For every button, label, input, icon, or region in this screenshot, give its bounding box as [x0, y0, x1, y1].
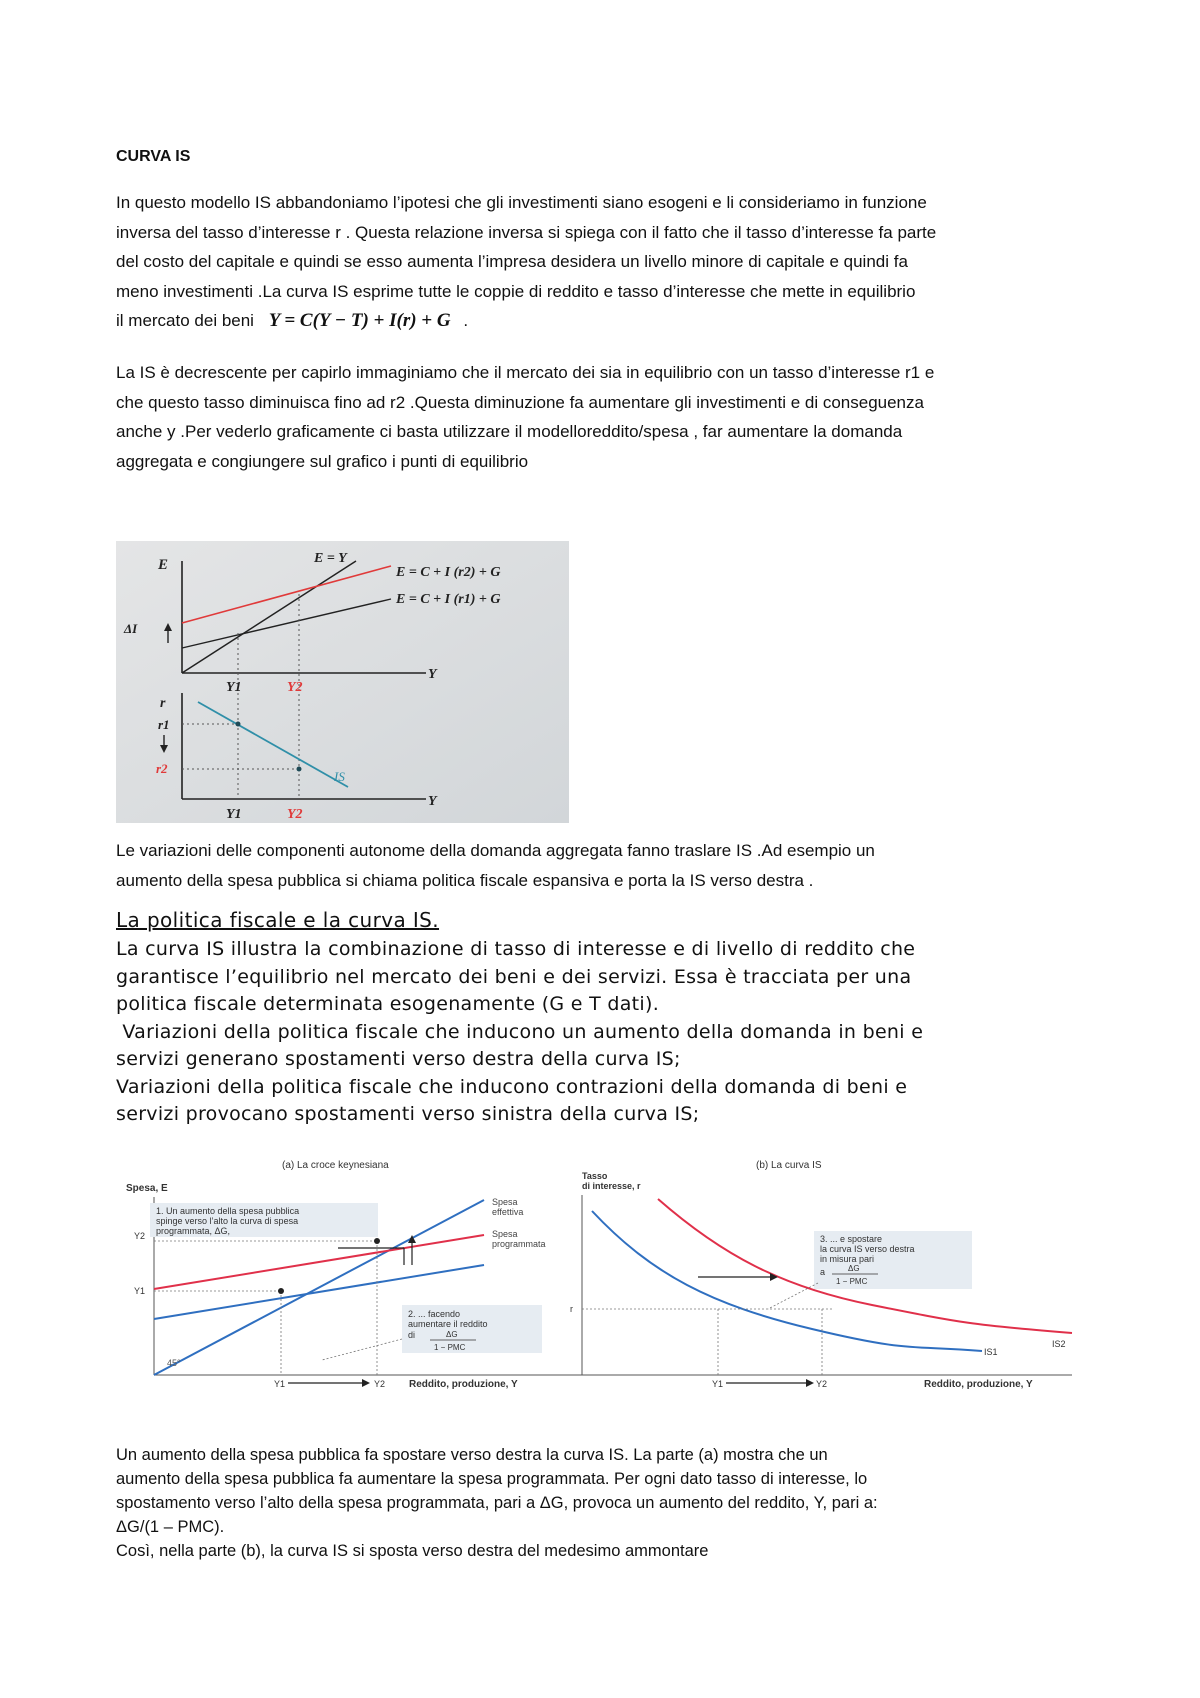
box1-line-3: programmata, ΔG,	[156, 1226, 231, 1236]
planned-line-label-2: programmata	[492, 1239, 546, 1249]
box3-pointer	[768, 1283, 818, 1309]
box2-fraction-num: ΔG	[446, 1330, 458, 1339]
is-curve-label: IS	[334, 769, 345, 784]
fiscal-policy-is-shift-figure	[112, 1155, 1092, 1399]
box2-line-3: di	[408, 1330, 416, 1340]
top-y2-label: Y2	[287, 680, 303, 695]
text-line: inversa del tasso d’interesse r . Questa relazione inversa si spiega con il fatto che il tasso d’interesse fa parte	[116, 222, 937, 242]
box3-line-2: la curva IS verso destra	[820, 1244, 915, 1254]
planned-expenditure-shifted-line	[154, 1235, 484, 1289]
decreasing-is-paragraph	[116, 358, 1106, 476]
actual-line-label-2: effettiva	[492, 1207, 524, 1217]
text-line: aggregata e congiungere sul grafico i punti di equilibrio	[116, 451, 529, 471]
text-line: aumento della spesa pubblica fa aumentare la spesa programmata. Per ogni dato tasso di interesse, lo	[116, 1470, 868, 1488]
section-heading: La politica fiscale e la curva IS.	[116, 908, 440, 932]
text-line	[116, 306, 1106, 336]
box1-line-2: spinge verso l’alto la curva di spesa	[156, 1216, 299, 1226]
r2-label: r2	[156, 761, 168, 776]
y2-x-tick: Y2	[374, 1379, 386, 1389]
box2-pointer	[322, 1339, 402, 1360]
r-tick: r	[570, 1304, 573, 1314]
b-income-arrowhead	[806, 1379, 814, 1387]
bottom-y1-label: Y1	[226, 807, 242, 822]
equilibrium-a-2	[374, 1238, 380, 1244]
bottom-y2-label: Y2	[287, 807, 303, 822]
top-y-axis-label: E	[158, 557, 169, 573]
text-line: Così, nella parte (b), la curva IS si sposta verso destra del medesimo ammontare	[116, 1542, 709, 1560]
equilibrium-a-1	[278, 1288, 284, 1294]
delta-i-label: ΔI	[124, 621, 138, 636]
box3-line-3: in misura pari	[820, 1254, 875, 1264]
intro-paragraph	[116, 188, 1106, 336]
expenditure-r2-label: E = C + I (r2) + G	[396, 565, 501, 580]
text-line: politica fiscale determinata esogenamente (G e T dati).	[116, 993, 660, 1015]
text-line: Un aumento della spesa pubblica fa spostare verso destra la curva IS. La parte (a) mostra che un	[116, 1446, 828, 1464]
fiscal-policy-paragraph	[116, 936, 1116, 1129]
angle-label: 45°	[167, 1358, 181, 1368]
text-line: del costo del capitale e quindi se esso aumenta l’impresa desidera un livello minore di capitale e quindi fa	[116, 252, 908, 271]
box1-line-1: 1. Un aumento della spesa pubblica	[156, 1206, 300, 1216]
text-line: La curva IS illustra la combinazione di tasso di interesse e di livello di reddito che	[116, 938, 916, 960]
panel-b-x-axis-label: Reddito, produzione, Y	[924, 1379, 1033, 1390]
panel-a-x-axis-label: Reddito, produzione, Y	[409, 1379, 518, 1390]
line-45-label: E = Y	[314, 551, 347, 566]
y1-axis-tick: Y1	[134, 1286, 146, 1296]
text-line: che questo tasso diminuisca fino ad r2 .Questa diminuzione fa aumentare gli investimenti e di conseguenza	[116, 392, 924, 412]
equilibrium-point-2	[297, 767, 302, 772]
text-line: In questo modello IS abbandoniamo l’ipotesi che gli investimenti siano esogeni e li consideriamo in funzione	[116, 193, 927, 212]
is-derivation-figure	[116, 541, 569, 823]
conclusion-paragraph	[116, 1443, 1106, 1563]
text-line: servizi generano spostamenti verso destra della curva IS;	[116, 1048, 681, 1070]
text-line: spostamento verso l’alto della spesa programmata, pari a ΔG, provoca un aumento del reddito, Y, pari a:	[116, 1494, 878, 1512]
panel-b-y-axis-label-1: Tasso	[582, 1171, 608, 1181]
document-title: CURVA IS	[116, 148, 191, 165]
planned-line-label-1: Spesa	[492, 1229, 518, 1239]
line-prefix: il mercato dei beni	[116, 311, 254, 330]
text-line: Le variazioni delle componenti autonome della domanda aggregata fanno traslare IS .Ad esempio un	[116, 841, 875, 860]
income-increase-arrowhead	[362, 1379, 370, 1387]
b-y1-tick: Y1	[712, 1379, 724, 1389]
line-suffix: .	[463, 311, 469, 330]
box3-fraction-den: 1 − PMC	[836, 1277, 868, 1286]
panel-a-y-axis-label: Spesa, E	[126, 1183, 168, 1194]
b-y2-tick: Y2	[816, 1379, 828, 1389]
box3-line-1: 3. ... e spostare	[820, 1234, 883, 1244]
text-line: anche y .Per vederlo graficamente ci basta utilizzare il modelloreddito/spesa , far aumentare la domanda	[116, 422, 903, 441]
panel-b-title: (b) La curva IS	[756, 1160, 822, 1171]
bottom-y-axis-label: r	[160, 696, 166, 711]
top-x-axis-label: Y	[428, 667, 437, 682]
is2-label: IS2	[1052, 1339, 1066, 1349]
text-line: Variazioni della politica fiscale che inducono un aumento della domanda in beni e	[116, 1020, 924, 1043]
is1-label: IS1	[984, 1347, 998, 1357]
panel-a-title: (a) La croce keynesiana	[282, 1160, 389, 1171]
text-line: meno investimenti .La curva IS esprime tutte le coppie di reddito e tasso d’interesse che mette in equilibrio	[116, 281, 916, 301]
r1-label: r1	[158, 717, 170, 732]
box3-fraction-num: ΔG	[848, 1264, 860, 1273]
box2-line-1: 2. ... facendo	[408, 1309, 461, 1319]
bottom-x-axis-label: Y	[428, 794, 437, 809]
equilibrium-point-1	[236, 722, 241, 727]
text-line: ΔG/(1 – PMC).	[116, 1518, 225, 1536]
y2-axis-tick: Y2	[134, 1231, 146, 1241]
expenditure-r1-label: E = C + I (r1) + G	[396, 592, 501, 607]
text-line: Variazioni della politica fiscale che inducono contrazioni della domanda di beni e	[116, 1075, 908, 1098]
box3-line-4: a	[820, 1267, 826, 1277]
y1-x-tick: Y1	[274, 1379, 286, 1389]
text-line: garantisce l’equilibrio nel mercato dei beni e dei servizi. Essa è tracciata per una	[116, 965, 912, 988]
panel-b-y-axis-label-2: di interesse, r	[582, 1181, 641, 1191]
text-line: La IS è decrescente per capirlo immaginiamo che il mercato dei sia in equilibrio con un tasso d’interesse r1 e	[116, 363, 935, 382]
box2-fraction-den: 1 − PMC	[434, 1343, 466, 1352]
text-line: servizi provocano spostamenti verso sinistra della curva IS;	[116, 1103, 700, 1125]
autonomous-components-paragraph	[116, 836, 1106, 895]
is-equation: Y = C(Y − T) + I(r) + G	[268, 310, 451, 331]
text-line: aumento della spesa pubblica si chiama politica fiscale espansiva e porta la IS verso destra .	[116, 870, 814, 890]
top-y1-label: Y1	[226, 680, 242, 695]
actual-line-label-1: Spesa	[492, 1197, 518, 1207]
box2-line-2: aumentare il reddito	[408, 1319, 488, 1329]
